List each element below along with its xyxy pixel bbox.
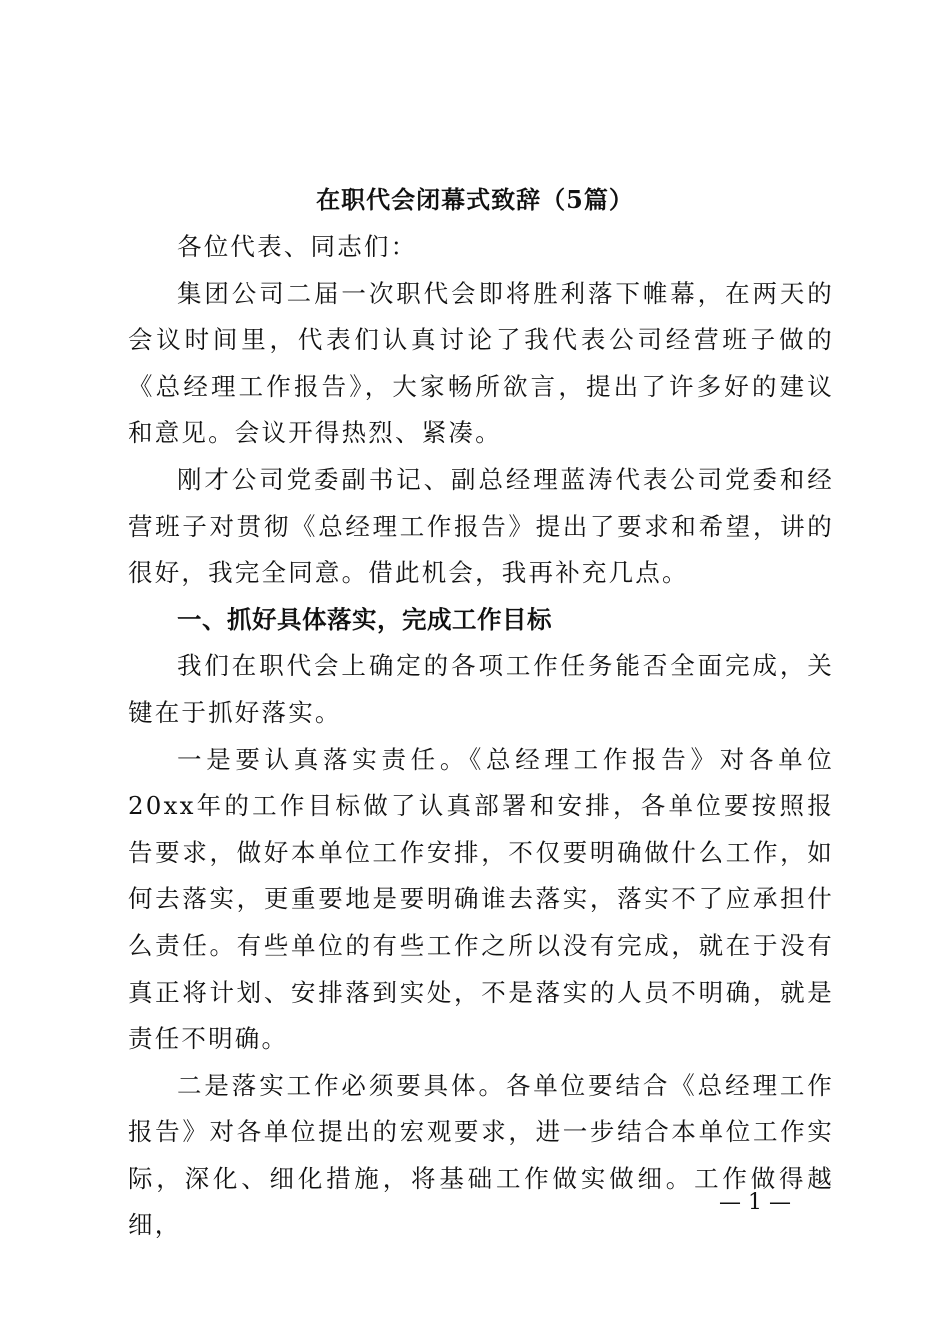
- section-paragraph-2: 一是要认真落实责任。《总经理工作报告》对各单位20xx年的工作目标做了认真部署和安排，各单位要按照报告要求，做好本单位工作安排，不仅要明确做什么工作，如何去落实，更重要地是要明确谁去落实，落实不了应承担什么责任。有些单位的有些工作之所以没有完成，就在于没有真正将计划、安排落到实处，不是落实的人员不明确，就是责任不明确。: [128, 744, 834, 1054]
- document-body: [128, 224, 834, 1249]
- section-heading: 一、抓好具体落实，完成工作目标: [177, 604, 552, 634]
- paragraph-1: 集团公司二届一次职代会即将胜利落下帷幕，在两天的会议时间里，代表们认真讨论了我代表公司经营班子做的《总经理工作报告》，大家畅所欲言，提出了许多好的建议和意见。会议开得热烈、紧凑。: [128, 278, 834, 448]
- page-number: — 1 —: [719, 1190, 791, 1215]
- paragraph-2: 刚才公司党委副书记、副总经理蓝涛代表公司党委和经营班子对贯彻《总经理工作报告》提出了要求和希望，讲的很好，我完全同意。借此机会，我再补充几点。: [128, 464, 834, 588]
- document-title: 在职代会闭幕式致辞（5篇）: [316, 185, 634, 214]
- section-paragraph-3: 二是落实工作必须要具体。各单位要结合《总经理工作报告》对各单位提出的宏观要求，进一步结合本单位工作实际，深化、细化措施，将基础工作做实做细。工作做得越细，: [128, 1070, 834, 1240]
- section-paragraph-1: 我们在职代会上确定的各项工作任务能否全面完成，关键在于抓好落实。: [128, 651, 834, 727]
- salutation: 各位代表、同志们：: [177, 232, 418, 261]
